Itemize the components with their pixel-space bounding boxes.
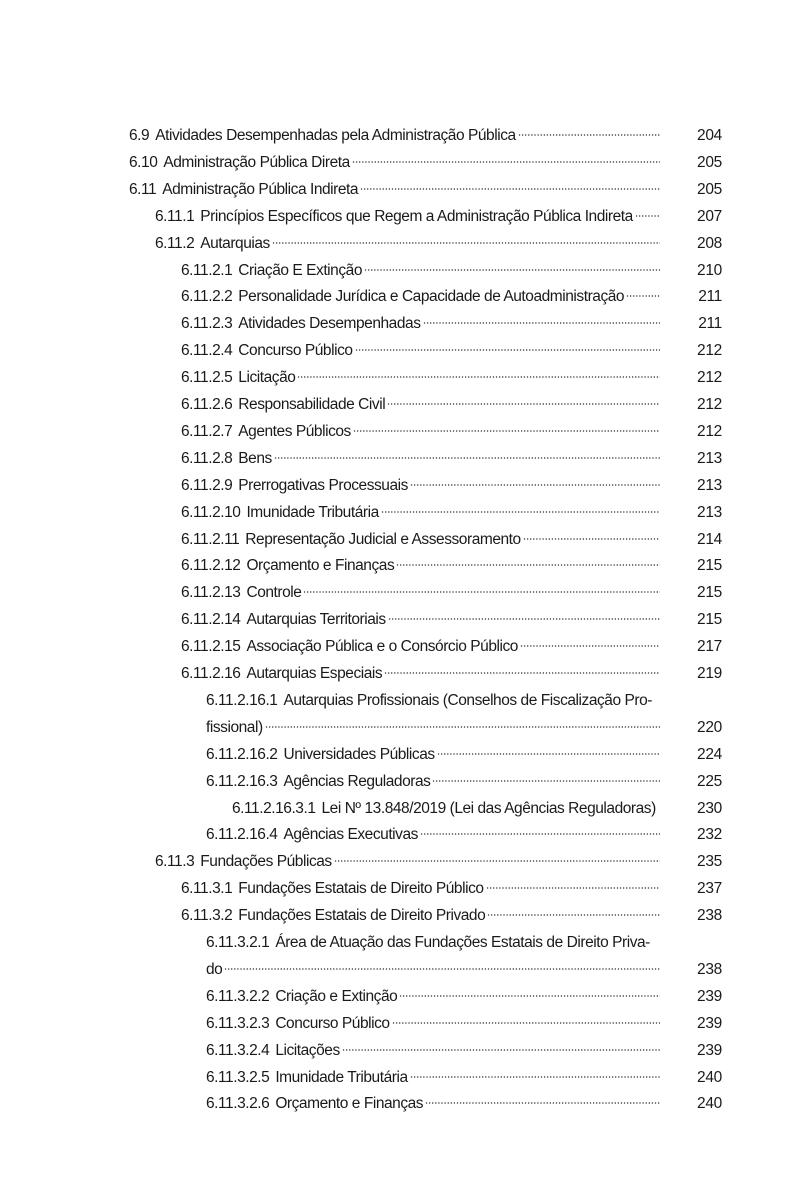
toc-page-number: 240 xyxy=(697,1095,722,1113)
toc-entry-title: Autarquias xyxy=(200,234,270,252)
toc-entry[interactable] xyxy=(129,153,664,173)
toc-entry-title: Imunidade Tributária xyxy=(246,503,379,521)
toc-entry-number: 6.11.3.2.2 xyxy=(206,987,270,1005)
dot-leader xyxy=(265,726,660,728)
toc-page-number: 215 xyxy=(697,557,722,575)
toc-page-number: 205 xyxy=(697,153,722,171)
toc-entry-title-continued: do xyxy=(206,960,223,978)
dot-leader xyxy=(423,322,661,324)
toc-page-number: 235 xyxy=(697,853,722,871)
toc-entry[interactable] xyxy=(181,261,664,281)
toc-entry[interactable] xyxy=(181,422,664,442)
toc-entry-number: 6.11.2.16.3.1 xyxy=(232,799,316,817)
toc-entry-number: 6.11.2.5 xyxy=(181,369,233,387)
toc-entry-title: Licitações xyxy=(275,1041,340,1059)
toc-entry-number: 6.11.3.2.3 xyxy=(206,1014,270,1032)
toc-entry[interactable] xyxy=(181,664,664,684)
toc-entry-title: Associação Pública e o Consórcio Público xyxy=(246,638,518,656)
toc-entry[interactable] xyxy=(206,772,664,792)
dot-leader xyxy=(272,242,660,244)
toc-page-number: 213 xyxy=(697,476,722,494)
toc-entry-title: Fundações Estatais de Direito Privado xyxy=(238,907,486,925)
toc-page-number: 224 xyxy=(697,745,722,763)
toc-entry-number: 6.11.2.8 xyxy=(181,449,233,467)
toc-entry[interactable] xyxy=(181,449,664,469)
toc-entry[interactable] xyxy=(181,341,664,361)
toc-entry[interactable] xyxy=(206,691,670,711)
toc-entry-title: Lei Nº 13.848/2019 (Lei das Agências Reguladoras) xyxy=(321,799,656,817)
toc-entry-title: Agentes Públicos xyxy=(238,422,351,440)
toc-entry[interactable] xyxy=(181,476,664,496)
toc-page-number: 208 xyxy=(697,234,722,252)
toc-entry[interactable] xyxy=(181,395,664,415)
toc-entry-title: Autarquias Especiais xyxy=(246,665,383,682)
toc-entry-number: 6.11.2.9 xyxy=(181,476,233,494)
dot-leader xyxy=(432,780,660,782)
toc-page-number: 215 xyxy=(697,611,722,629)
toc-page-number: 239 xyxy=(697,987,722,1005)
toc-entry[interactable] xyxy=(206,825,664,845)
toc-entry[interactable] xyxy=(206,1068,664,1088)
toc-entry-title: Princípios Específicos que Regem a Administração Pública Indireta xyxy=(200,207,633,225)
toc-page-number: 212 xyxy=(697,396,722,413)
toc-page-number: 211 xyxy=(698,288,722,306)
toc-entry[interactable] xyxy=(181,556,664,576)
toc-page-number: 237 xyxy=(697,880,722,898)
toc-page-number: 232 xyxy=(697,826,722,844)
toc-entry[interactable] xyxy=(181,503,664,523)
toc-entry[interactable] xyxy=(206,745,664,765)
toc-entry-title: Bens xyxy=(238,449,272,467)
dot-leader xyxy=(486,887,660,889)
toc-entry-number: 6.11.2.14 xyxy=(181,611,241,629)
toc-entry-title: Controle xyxy=(246,584,302,602)
toc-page-number: 213 xyxy=(697,503,722,521)
toc-entry[interactable] xyxy=(206,1014,664,1034)
toc-page-number: 238 xyxy=(697,907,722,925)
toc-page-number: 217 xyxy=(697,638,722,656)
dot-leader xyxy=(487,914,660,916)
toc-entry-number: 6.11.2.12 xyxy=(181,557,241,575)
toc-entry-title: Licitação xyxy=(238,369,296,387)
toc-entry-number: 6.11.2 xyxy=(155,234,195,252)
toc-page-number: 220 xyxy=(697,718,722,736)
toc-entry-title: Personalidade Jurídica e Capacidade de Autoadministração xyxy=(238,288,625,306)
toc-page-number: 215 xyxy=(697,584,722,602)
toc-entry[interactable] xyxy=(181,287,664,307)
dot-leader xyxy=(384,672,660,674)
toc-entry-number: 6.11.2.16 xyxy=(181,665,241,682)
toc-entry[interactable] xyxy=(181,314,664,334)
toc-entry-number: 6.11.2.16.2 xyxy=(206,745,278,763)
toc-entry-number: 6.11.3.2.5 xyxy=(206,1068,270,1086)
dot-leader xyxy=(352,161,660,163)
toc-entry-number: 6.11.2.4 xyxy=(181,342,233,360)
dot-leader xyxy=(518,134,660,136)
toc-page-number: 210 xyxy=(697,261,722,279)
dot-leader xyxy=(355,349,660,351)
toc-entry-title: Fundações Estatais de Direito Público xyxy=(238,880,484,898)
toc-entry[interactable] xyxy=(181,637,664,657)
toc-entry[interactable] xyxy=(206,1094,664,1114)
toc-entry[interactable] xyxy=(181,368,664,388)
toc-entry-title: Representação Judicial e Assessoramento xyxy=(245,530,521,548)
toc-entry-title: Atividades Desempenhadas xyxy=(238,315,421,333)
toc-entry[interactable] xyxy=(181,610,664,630)
toc-entry-title: Prerrogativas Processuais xyxy=(238,476,408,494)
dot-leader xyxy=(224,968,660,970)
toc-page-number: 225 xyxy=(697,772,722,790)
toc-entry-continuation xyxy=(206,718,664,738)
dot-leader xyxy=(297,376,660,378)
dot-leader xyxy=(381,511,660,513)
toc-entry-number: 6.11.2.15 xyxy=(181,638,241,656)
dot-leader xyxy=(392,1022,660,1024)
toc-entry-title: Autarquias Profissionais (Conselhos de Fiscalização Pro- xyxy=(283,691,652,709)
toc-entry-number: 6.11.2.2 xyxy=(181,288,233,306)
toc-page-number: 238 xyxy=(697,960,722,978)
toc-page-number: 212 xyxy=(697,369,722,387)
toc-page-number: 207 xyxy=(697,207,722,225)
toc-page-number: 239 xyxy=(697,1041,722,1059)
dot-leader xyxy=(396,564,660,566)
dot-leader xyxy=(420,833,660,835)
toc-entry[interactable] xyxy=(155,852,664,872)
toc-entry-title: Orçamento e Finanças xyxy=(246,557,395,575)
dot-leader xyxy=(399,995,660,997)
toc-entry-number: 6.11.3 xyxy=(155,853,195,871)
toc-entry-number: 6.11.2.3 xyxy=(181,315,233,333)
dot-leader xyxy=(353,430,660,432)
toc-page-number: 214 xyxy=(697,530,722,548)
toc-page-number: 205 xyxy=(697,180,722,198)
toc-entry-title: Universidades Públicas xyxy=(283,745,435,763)
toc-page-number: 204 xyxy=(697,127,722,144)
dot-leader xyxy=(388,618,660,620)
toc-entry-title: Orçamento e Finanças xyxy=(275,1095,424,1113)
dot-leader xyxy=(342,1049,660,1051)
dot-leader xyxy=(364,269,660,271)
toc-entry[interactable] xyxy=(181,583,664,603)
toc-entry[interactable] xyxy=(181,906,664,926)
dot-leader xyxy=(410,1076,660,1078)
toc-page-number: 240 xyxy=(697,1068,722,1086)
toc-entry-title: Autarquias Territoriais xyxy=(246,611,386,629)
toc-entry-title: Concurso Público xyxy=(275,1014,390,1032)
dot-leader xyxy=(626,295,660,297)
toc-entry-number: 6.11.2.11 xyxy=(181,530,240,548)
toc-entry-title: Administração Pública Indireta xyxy=(162,180,359,198)
toc-entry-title: Fundações Públicas xyxy=(200,853,332,871)
toc-entry-number: 6.9 xyxy=(129,127,150,144)
dot-leader xyxy=(303,591,660,593)
toc-page-number: 239 xyxy=(697,1014,722,1032)
toc-page-number: 213 xyxy=(697,449,722,467)
toc-entry-continuation xyxy=(206,960,664,980)
toc-page-number: 211 xyxy=(698,315,722,333)
dot-leader xyxy=(523,538,660,540)
dot-leader xyxy=(410,484,660,486)
toc-page-number: 230 xyxy=(697,799,722,817)
toc-entry-title: Concurso Público xyxy=(238,342,353,360)
toc-entry[interactable] xyxy=(206,933,670,953)
dot-leader xyxy=(274,457,660,459)
toc-entry-title: Imunidade Tributária xyxy=(275,1068,408,1086)
toc-entry-title: Área de Atuação das Fundações Estatais de Direito Priva- xyxy=(275,934,650,951)
toc-entry[interactable] xyxy=(181,879,664,899)
toc-entry-title: Atividades Desempenhadas pela Administração Pública xyxy=(155,127,516,144)
dot-leader xyxy=(360,188,660,190)
toc-entry-title: Responsabilidade Civil xyxy=(238,396,386,413)
toc-entry[interactable] xyxy=(181,530,664,550)
dot-leader xyxy=(425,1102,660,1104)
toc-entry[interactable] xyxy=(206,1041,664,1061)
toc-entry-number: 6.11.3.2.1 xyxy=(206,934,270,951)
toc-entry[interactable] xyxy=(232,799,670,819)
toc-entry-title: Administração Pública Direta xyxy=(163,153,350,171)
toc-entry-number: 6.11.3.2 xyxy=(181,907,233,925)
toc-page-number: 219 xyxy=(697,665,722,682)
toc-entry-number: 6.11 xyxy=(129,180,157,198)
toc-entry-title: Criação e Extinção xyxy=(275,987,398,1005)
toc-entry-number: 6.11.2.1 xyxy=(181,261,233,279)
toc-entry-number: 6.11.2.16.1 xyxy=(206,691,278,709)
toc-entry-number: 6.11.1 xyxy=(155,207,195,225)
dot-leader xyxy=(387,403,660,405)
toc-page-number: 212 xyxy=(697,342,722,360)
toc-entry[interactable] xyxy=(129,126,664,146)
toc-entry-title: Criação E Extinção xyxy=(238,261,362,279)
toc-entry-title: Agências Executivas xyxy=(283,826,418,844)
toc-entry-number: 6.11.3.2.6 xyxy=(206,1095,270,1113)
toc-entry-number: 6.10 xyxy=(129,153,158,171)
toc-entry[interactable] xyxy=(155,234,664,254)
toc-page-number: 212 xyxy=(697,422,722,440)
toc-entry-number: 6.11.2.13 xyxy=(181,584,241,602)
toc-entry-number: 6.11.3.1 xyxy=(181,880,233,898)
dot-leader xyxy=(437,753,660,755)
toc-entry-number: 6.11.3.2.4 xyxy=(206,1041,270,1059)
toc-entry-number: 6.11.2.6 xyxy=(181,396,233,413)
toc-entry-number: 6.11.2.16.3 xyxy=(206,772,278,790)
toc-entry-title-continued: fissional) xyxy=(206,718,263,736)
toc-entry-number: 6.11.2.10 xyxy=(181,503,241,521)
dot-leader xyxy=(520,645,660,647)
toc-entry[interactable] xyxy=(206,987,664,1007)
dot-leader xyxy=(635,215,660,217)
dot-leader xyxy=(334,860,660,862)
toc-entry-number: 6.11.2.7 xyxy=(181,422,233,440)
toc-entry-number: 6.11.2.16.4 xyxy=(206,826,278,844)
toc-entry-title: Agências Reguladoras xyxy=(283,772,431,790)
toc-entry[interactable] xyxy=(155,207,664,227)
toc-entry[interactable] xyxy=(129,180,664,200)
